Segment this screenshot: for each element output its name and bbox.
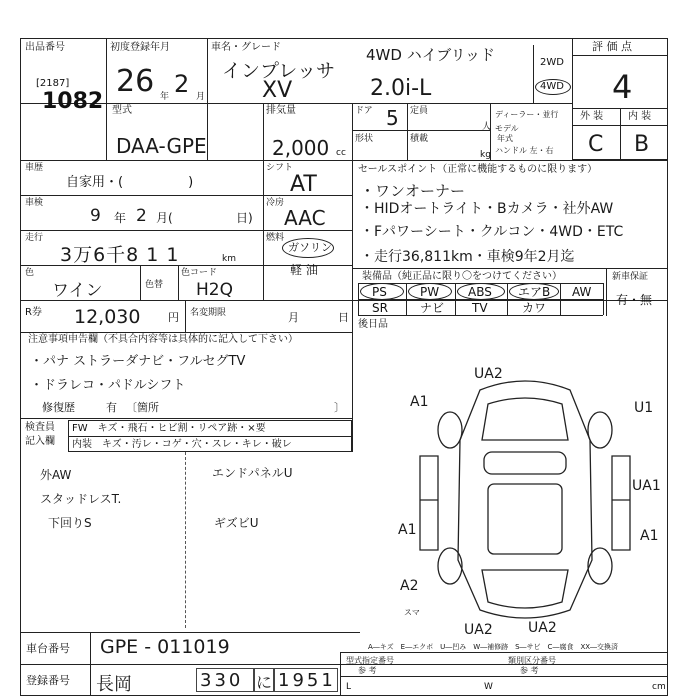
score-label: 評 価 点 (592, 40, 632, 53)
car-roof (484, 452, 566, 474)
diagram-legend: A―キズ E―エクボ U―凹み W―補修跡 S―サビ C―腐食 XX―交換済 (368, 643, 619, 651)
wheel-fl (438, 412, 462, 448)
rule (352, 160, 353, 332)
rule (358, 315, 603, 316)
cm-label: cm (652, 682, 666, 692)
shape-label: 形状 (355, 134, 374, 144)
equipment-title: 装備品（純正品に限り〇をつけてください） (362, 271, 562, 282)
rule (106, 38, 107, 160)
inspection-month: 2 (136, 206, 147, 226)
diagram-mark: U1 (634, 400, 654, 416)
rule (68, 436, 352, 437)
equip-leather: カワ (522, 301, 547, 315)
equip-navi: ナビ (420, 301, 445, 315)
dealer-label: ディーラー・並行 (495, 110, 559, 119)
reg-year: 26 (116, 64, 155, 99)
wheel-rr (588, 548, 612, 584)
ref-label-2: 参 考 (520, 666, 539, 675)
reg-month: 2 (174, 70, 190, 98)
rule (185, 300, 186, 332)
fuel-gasoline: ガソリン (288, 241, 332, 254)
mileage-value: 3万6千8 1 1 (60, 244, 180, 266)
repair-place: 〔箇所 (126, 401, 159, 414)
first-reg-label: 初度登録年月 (110, 42, 170, 53)
model-code: DAA-GPE (116, 134, 207, 158)
rule (20, 300, 668, 301)
name-change-label: 名変期限 (190, 308, 227, 318)
memo-line: 外AW (40, 468, 72, 482)
rule (263, 103, 264, 160)
name-change-month: 月 (288, 311, 299, 324)
inspection-day-unit: 日) (236, 211, 253, 225)
equip-ps: PS (372, 285, 387, 299)
repair-value: 有 (106, 401, 117, 414)
car-body (458, 381, 592, 618)
equip-tv: TV (472, 301, 488, 315)
door-right (612, 456, 630, 550)
spec-num-label: 型式指定番号 (346, 656, 394, 665)
doors-label: ドア (355, 106, 373, 116)
rule (340, 652, 668, 653)
color-label: 色 (25, 268, 35, 278)
sales-point-line: ・Fパワーシート・クルコン・4WD・ETC (360, 224, 624, 240)
diagram-mark: UA1 (632, 478, 661, 494)
rule (407, 103, 408, 160)
repair-label: 修復歴 (42, 401, 75, 414)
new-car-label: 新車保証 (612, 272, 649, 282)
fuel-label: 燃料 (266, 233, 285, 243)
payload-label: 積載 (410, 134, 429, 144)
rule (140, 265, 141, 300)
rule (20, 664, 668, 665)
equip-aw: AW (572, 285, 592, 299)
rule (20, 230, 352, 231)
rule (178, 265, 179, 300)
rule (20, 632, 360, 633)
grade-bottom: 2.0i-L (370, 76, 432, 101)
recycle-unit: 円 (168, 311, 179, 324)
car-hood (482, 398, 568, 440)
rule (406, 283, 407, 315)
note-line: ・ドラレコ・パドルシフト (30, 378, 186, 393)
repair-close: 〕 (334, 401, 345, 414)
mileage-label: 走行 (25, 233, 44, 243)
color-code-label: 色コード (181, 268, 218, 278)
exterior-grade: C (588, 132, 604, 157)
length-label: L (346, 682, 352, 692)
doors-value: 5 (386, 106, 399, 130)
rule (352, 268, 668, 269)
lot-label: 出品番号 (25, 42, 65, 53)
note-line: ・パナ ストラーダナビ・フルセグTV (30, 354, 246, 369)
plate-city: 長岡 (96, 674, 132, 695)
inspector-row2: 内装 キズ・汚レ・コゲ・穴・スレ・キレ・破レ (72, 439, 292, 450)
rule (507, 283, 508, 315)
category-num-label: 類別区分番号 (508, 656, 556, 665)
rule (340, 676, 668, 677)
car-name: インプレッサ (222, 60, 336, 82)
model-label: 型式 (112, 105, 132, 116)
grade-top: 4WD ハイブリッド (366, 46, 496, 64)
chassis-label: 車台番号 (26, 642, 70, 655)
later-label: 後日品 (358, 319, 388, 330)
chassis-value: GPE - 011019 (100, 636, 230, 658)
shift-value: AT (290, 172, 317, 197)
wheel-fr (588, 412, 612, 448)
inspection-year-unit: 年 (114, 211, 127, 225)
equip-pw: PW (420, 285, 440, 299)
rule (560, 283, 561, 315)
mileage-unit: km (222, 254, 236, 264)
color-swap-label: 色替 (145, 280, 164, 290)
diagram-mark: A1 (398, 522, 417, 538)
car-model: XV (262, 78, 293, 103)
rule (20, 332, 352, 333)
inspection-year: 9 (90, 206, 101, 226)
capacity-unit: 人 (482, 122, 492, 132)
inspector-row1: FW キズ・飛石・ヒビ割・リペア跡・×要 (72, 423, 266, 434)
car-cabin (488, 484, 562, 554)
handle-label: ハンドル 左・右 (495, 146, 554, 155)
rule (20, 418, 352, 419)
equip-abs: ABS (468, 285, 492, 299)
displacement-label: 排気量 (266, 105, 296, 116)
rule (20, 160, 668, 161)
diagram-mark: A1 (410, 394, 429, 410)
rule (352, 332, 353, 452)
sales-point-line: ・ワンオーナー (360, 182, 466, 200)
plate-kana: に (256, 673, 273, 692)
inspection-month-unit: 月( (156, 211, 173, 225)
equip-airbag: エアB (518, 285, 551, 299)
rule (620, 108, 621, 160)
lot-number: 1082 (42, 89, 104, 114)
shift-label: シフト (266, 163, 294, 173)
inspector-label: 検査員 (25, 422, 55, 433)
sales-point-line: ・走行36,811km・車検9年2月迄 (360, 249, 575, 265)
diagram-mark: A2 (400, 578, 419, 594)
diagram-mark: UA2 (528, 620, 557, 636)
memo-line: 下回りS (48, 516, 92, 530)
reg-year-unit: 年 (160, 92, 170, 102)
color-value: ワイン (52, 281, 103, 301)
exterior-label: 外 装 (580, 111, 604, 122)
color-code: H2Q (196, 280, 233, 300)
lot-code: [2187] (36, 78, 70, 89)
fuel-diesel: 軽 油 (290, 263, 318, 277)
rule (90, 632, 91, 696)
warranty-value: 有・無 (616, 293, 653, 307)
drive-4wd: 4WD (540, 81, 564, 92)
rule (207, 38, 208, 160)
recycle-label: R券 (25, 307, 42, 318)
plate-class: 330 (200, 670, 244, 691)
ac-label: 冷房 (266, 198, 285, 208)
diagram-mark: UA2 (474, 366, 503, 382)
rule (352, 130, 490, 131)
drive-2wd: 2WD (540, 57, 564, 68)
score-value: 4 (612, 68, 633, 106)
rule (352, 103, 353, 160)
notes-title: 注意事項申告欄（不具合内容等は具体的に記入して下さい） (28, 334, 298, 345)
rule (606, 268, 607, 316)
diagram-mark: UA2 (464, 622, 493, 638)
rule (340, 652, 341, 696)
rule (455, 283, 456, 315)
displacement: 2,000 (272, 136, 330, 160)
history-value: 自家用・( ) (66, 175, 194, 190)
capacity-label: 定員 (410, 106, 429, 116)
recycle-value: 12,030 (74, 306, 141, 328)
memo-line: エンドパネルU (212, 466, 293, 480)
inspection-label: 車検 (25, 198, 44, 208)
interior-label: 内 装 (628, 111, 652, 122)
width-label: W (484, 682, 493, 692)
displacement-unit: cc (336, 148, 346, 158)
history-label: 車歴 (25, 163, 44, 173)
year-label: 年式 (497, 134, 513, 143)
plate-number: 1951 (278, 670, 336, 691)
memo-line: ギズビU (214, 516, 259, 530)
sales-points-title: セールスポイント（正常に機能するものに限ります） (358, 164, 598, 175)
ref-label: 参 考 (358, 666, 377, 675)
door-left (420, 456, 438, 550)
memo-line: スタッドレスT. (40, 492, 122, 506)
inspector-label-2: 記入欄 (25, 436, 55, 447)
sales-point-line: ・HIDオートライト・Bカメラ・社外AW (360, 201, 614, 217)
diagram-mark: A1 (640, 528, 659, 544)
equip-sr: SR (372, 301, 388, 315)
rule (533, 45, 534, 103)
ac-value: AAC (284, 206, 326, 230)
wheel-rl (438, 548, 462, 584)
name-change-day: 日 (338, 311, 349, 324)
diagram-note: スマ (404, 608, 420, 617)
model-year-label: モデル (495, 124, 519, 133)
name-grade-label: 車名・グレード (211, 42, 281, 53)
rule (358, 283, 359, 315)
payload-unit: kg (480, 150, 491, 160)
interior-grade: B (634, 132, 650, 157)
car-trunk (482, 570, 568, 608)
plate-label: 登録番号 (26, 674, 70, 687)
reg-month-unit: 月 (196, 92, 206, 102)
rule (572, 55, 668, 56)
rule (603, 283, 604, 315)
memo-divider (185, 452, 186, 628)
